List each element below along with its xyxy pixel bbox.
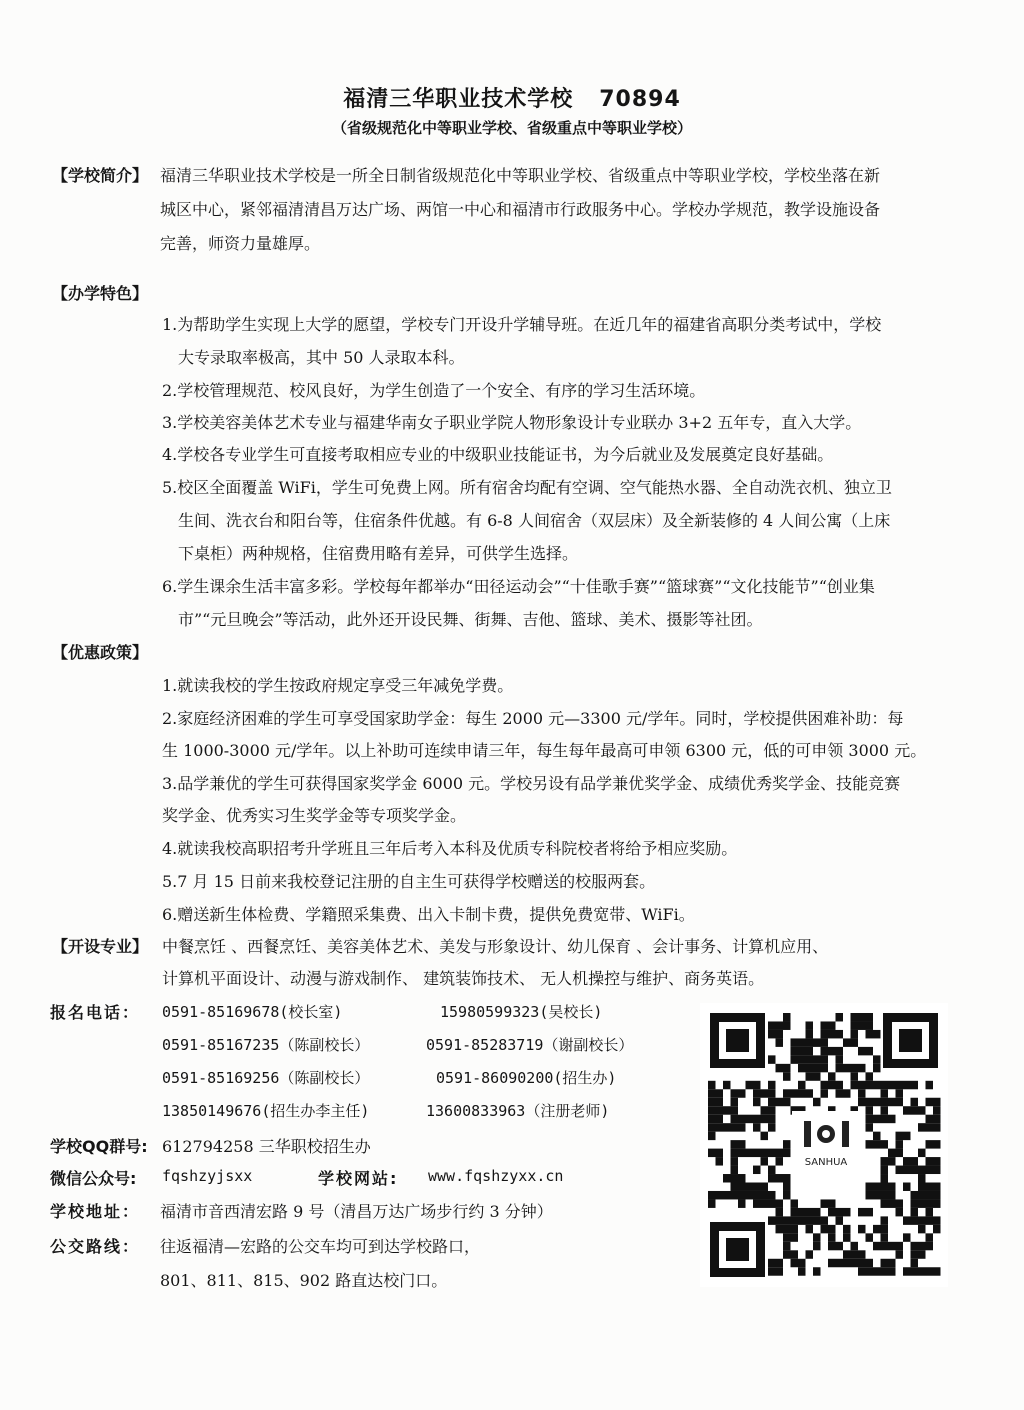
phone-number: 13600833963（注册老师) — [426, 1102, 610, 1120]
policy-line: 4.就读我校高职招考升学班且三年后考入本科及优质专科院校者将给予相应奖励。 — [162, 839, 738, 858]
address-label: 学校地址： — [50, 1202, 141, 1221]
phone-number: 0591-85167235（陈副校长） — [162, 1036, 370, 1054]
feature-line: 3.学校美容美体艺术专业与福建华南女子职业学院人物形象设计专业联办 3+2 五年专，直入大学。 — [162, 413, 862, 432]
phone-number: 0591-85283719（谢副校长） — [426, 1036, 634, 1054]
majors-line: 中餐烹饪 、西餐烹饪、美容美体艺术、美发与形象设计、幼儿保育 、会计事务、计算机应用、 — [162, 937, 829, 956]
qr-code-icon — [700, 1003, 948, 1287]
phone-number: 0591-86090200(招生办) — [436, 1069, 617, 1087]
phone-number: 13850149676(招生办李主任) — [162, 1102, 370, 1120]
qq-value: 612794258 三华职校招生办 — [162, 1137, 371, 1156]
intro-line: 福清三华职业技术学校是一所全日制省级规范化中等职业学校、省级重点中等职业学校，学校坐落在新 — [160, 166, 881, 185]
policy-line: 1.就读我校的学生按政府规定享受三年减免学费。 — [162, 676, 514, 695]
qr-logo-text: SANHUA — [804, 1157, 848, 1168]
wechat-value: fqshzyjsxx — [162, 1167, 253, 1185]
policy-line: 6.赠送新生体检费、学籍照采集费、出入卡制卡费，提供免费宽带、WiFi。 — [162, 905, 695, 924]
phone-number: 0591-85169256（陈副校长） — [162, 1069, 370, 1087]
policy-line: 奖学金、优秀实习生奖学金等专项奖学金。 — [162, 806, 467, 825]
phone-number: 0591-85169678(校长室) — [162, 1003, 343, 1021]
page-subtitle: （省级规范化中等职业学校、省级重点中等职业学校） — [331, 119, 692, 137]
page-title — [0, 82, 1024, 113]
qq-label: 学校QQ群号: — [50, 1137, 148, 1156]
feature-line: 生间、洗衣台和阳台等，住宿条件优越。有 6-8 人间宿舍（双层床）及全新装修的 4 人间公寓（上床 — [178, 511, 891, 530]
feature-line: 5.校区全面覆盖 WiFi，学生可免费上网。所有宿舍均配有空调、空气能热水器、全自动洗衣机、独立卫 — [162, 478, 892, 497]
bus-line: 801、811、815、902 路直达校门口。 — [160, 1271, 448, 1290]
majors-line: 计算机平面设计、动漫与游戏制作、 建筑装饰技术、 无人机操控与维护、商务英语。 — [162, 969, 765, 988]
policy-line: 3.品学兼优的学生可获得国家奖学金 6000 元。学校另设有品学兼优奖学金、成绩优秀奖学金、技能竞赛 — [162, 774, 901, 793]
school-name: 福清三华职业技术学校 — [343, 87, 574, 112]
intro-label: 【学校简介】 — [52, 166, 149, 185]
school-code: 70894 — [599, 87, 681, 112]
feature-line: 大专录取率极高，其中 50 人录取本科。 — [178, 348, 465, 367]
phone-number: 15980599323(吴校长) — [440, 1003, 603, 1021]
intro-line: 完善，师资力量雄厚。 — [160, 234, 321, 253]
intro-line: 城区中心，紧邻福清清昌万达广场、两馆一中心和福清市行政服务中心。学校办学规范，教学设施设备 — [160, 200, 881, 219]
bus-line: 往返福清—宏路的公交车均可到达学校路口， — [160, 1237, 481, 1256]
features-label: 【办学特色】 — [52, 284, 149, 303]
majors-label: 【开设专业】 — [52, 937, 149, 956]
website-label: 学校网站: — [318, 1169, 399, 1188]
wechat-label: 微信公众号: — [50, 1169, 137, 1188]
policy-line: 生 1000-3000 元/学年。以上补助可连续申请三年，每生每年最高可申领 6300 元，低的可申领 3000 元。 — [162, 741, 927, 760]
feature-line: 下桌柜）两种规格，住宿费用略有差异，可供学生选择。 — [178, 544, 579, 563]
feature-line: 4.学校各专业学生可直接考取相应专业的中级职业技能证书，为今后就业及发展奠定良好基础。 — [162, 445, 834, 464]
policy-line: 5.7 月 15 日前来我校登记注册的自主生可获得学校赠送的校服两套。 — [162, 872, 656, 891]
phone-label: 报名电话： — [50, 1003, 141, 1022]
feature-line: 2.学校管理规范、校风良好，为学生创造了一个安全、有序的学习生活环境。 — [162, 381, 706, 400]
website-value: www.fqshzyxx.cn — [428, 1167, 564, 1185]
address-value: 福清市音西清宏路 9 号（清昌万达广场步行约 3 分钟） — [160, 1202, 553, 1221]
feature-line: 1.为帮助学生实现上大学的愿望，学校专门开设升学辅导班。在近几年的福建省高职分类考试中，学校 — [162, 315, 882, 334]
feature-line: 6.学生课余生活丰富多彩。学校每年都举办“田径运动会”“十佳歌手赛”“篮球赛”“文化技能节”“创业集 — [162, 577, 875, 596]
feature-line: 市”“元旦晚会”等活动，此外还开设民舞、街舞、吉他、篮球、美术、摄影等社团。 — [178, 610, 763, 629]
bus-label: 公交路线： — [50, 1237, 141, 1256]
policy-line: 2.家庭经济困难的学生可享受国家助学金：每生 2000 元—3300 元/学年。同时，学校提供困难补助：每 — [162, 709, 904, 728]
policies-label: 【优惠政策】 — [52, 643, 149, 662]
